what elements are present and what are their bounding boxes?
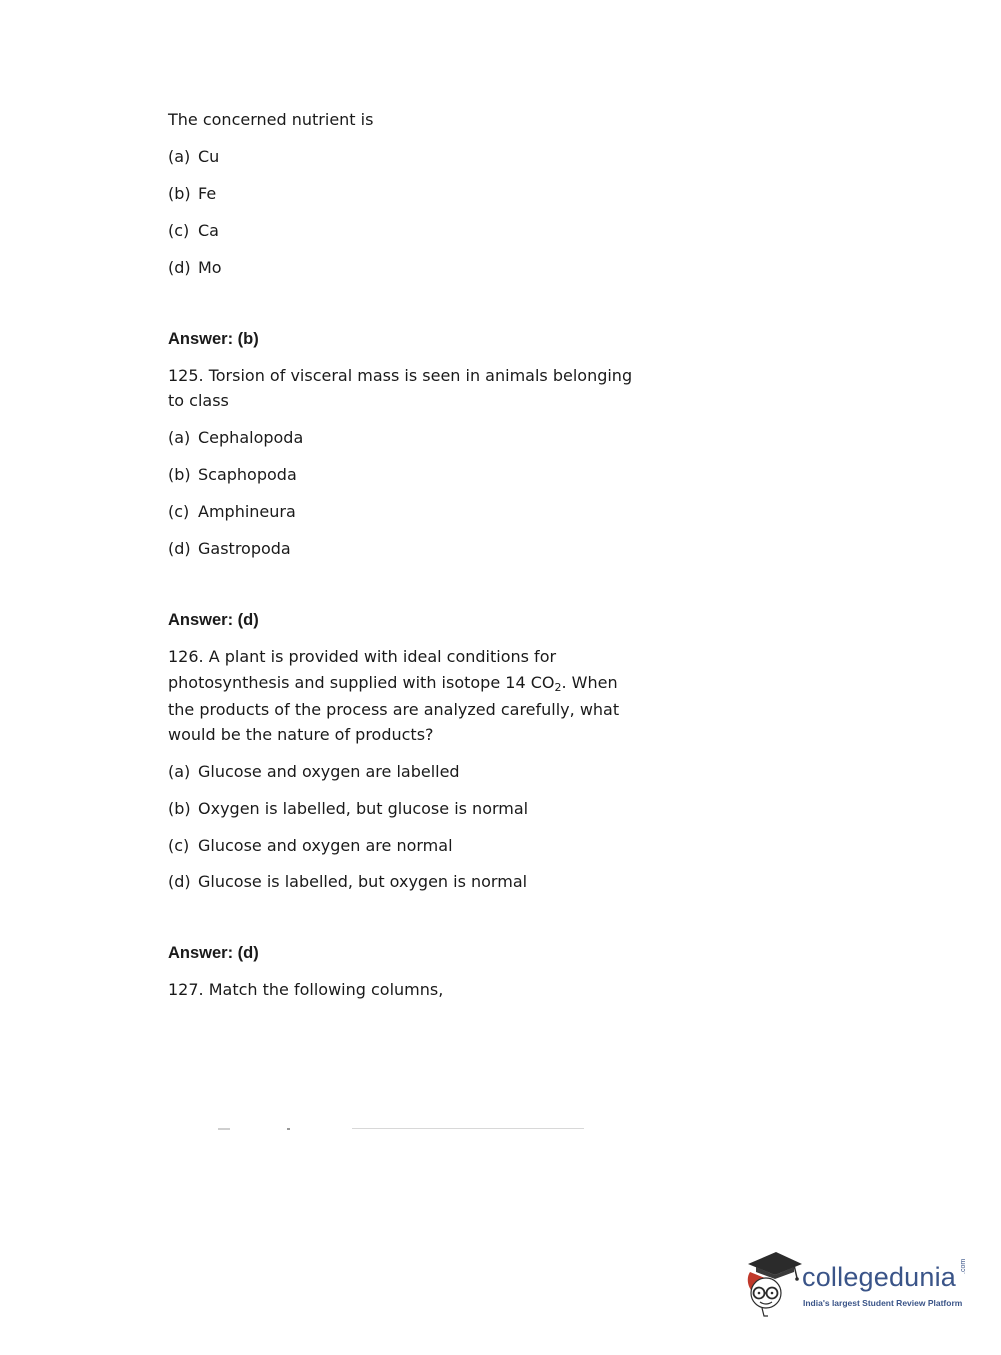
stem-text: photosynthesis and supplied with isotope 14 CO [168,673,555,692]
option-label: (a) [168,428,191,447]
question-stem-continued: to class [168,391,229,410]
scan-mark [218,1128,230,1130]
question-stem: 127. Match the following columns, [168,980,444,999]
option-text: Amphineura [198,502,296,521]
option-c [168,218,219,243]
mascot-icon [742,1248,804,1320]
option-b [168,796,528,821]
logo-tagline: India's largest Student Review Platform [803,1298,963,1308]
option-label: (d) [168,258,191,277]
option-text: Mo [198,258,222,277]
option-label: (a) [168,762,191,781]
question-stem-continued [168,670,618,695]
option-c [168,499,296,524]
option-label: (c) [168,502,190,521]
option-text: Oxygen is labelled, but glucose is normal [198,799,529,818]
question-stem: 126. A plant is provided with ideal conditions for [168,647,557,666]
answer-label: Answer: (d) [168,944,259,962]
logo-suffix: .com [960,1258,967,1274]
option-b [168,462,297,487]
answer-label: Answer: (d) [168,611,259,629]
option-text: Cephalopoda [198,428,304,447]
question-stem-continued: the products of the process are analyzed carefully, what [168,700,620,719]
option-text: Ca [198,221,219,240]
option-label: (a) [168,147,191,166]
option-label: (b) [168,799,191,818]
option-label: (c) [168,221,190,240]
option-c [168,833,453,858]
scan-mark [352,1128,584,1129]
logo-wordmark: collegedunia [802,1262,957,1292]
stem-text: . When [561,673,618,692]
scan-mark [287,1128,290,1130]
option-d [168,869,527,894]
option-text: Fe [198,184,217,203]
question-stem: 125. Torsion of visceral mass is seen in animals belonging [168,366,633,385]
collegedunia-logo [742,1248,972,1320]
option-label: (b) [168,465,191,484]
option-text: Glucose and oxygen are normal [198,836,453,855]
option-label: (d) [168,872,191,891]
option-a [168,144,219,169]
subscript: 2 [554,681,562,694]
option-b [168,181,216,206]
option-a [168,425,303,450]
option-label: (c) [168,836,190,855]
answer-label: Answer: (b) [168,330,259,348]
option-text: Glucose is labelled, but oxygen is normal [198,872,528,891]
option-label: (b) [168,184,191,203]
option-d [168,536,291,561]
option-text: Gastropoda [198,539,291,558]
option-d [168,255,222,280]
option-a [168,759,460,784]
option-text: Glucose and oxygen are labelled [198,762,460,781]
option-label: (d) [168,539,191,558]
option-text: Cu [198,147,220,166]
question-stem: The concerned nutrient is [168,110,374,129]
option-text: Scaphopoda [198,465,297,484]
question-stem-continued: would be the nature of products? [168,725,434,744]
